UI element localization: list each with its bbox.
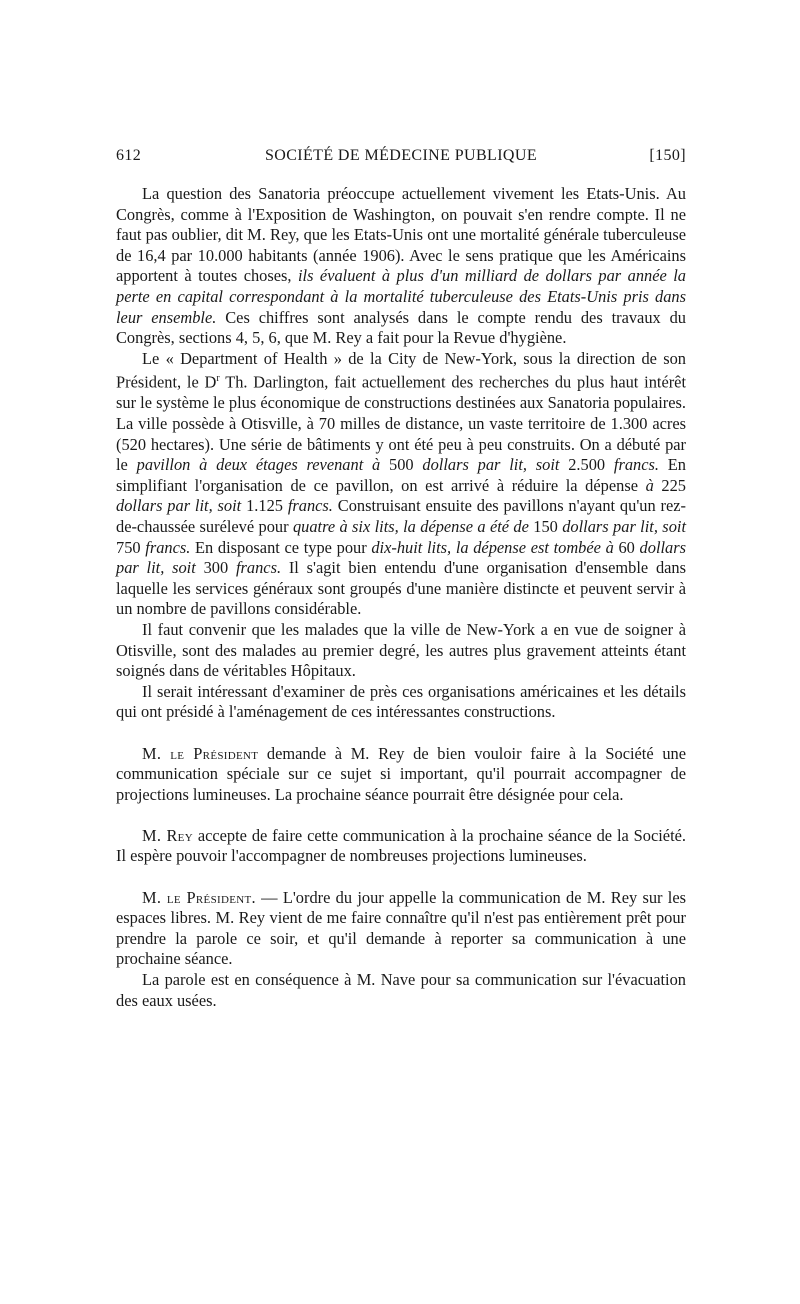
text-run: En disposant ce type pour [190, 537, 372, 557]
text-run: demande à M. Rey de bien vouloir faire à la Société une communication spéciale sur ce sujet si important, qu'il pourrait accompagner de projections lumineuses. La prochaine séance pourrait être désignée pour cela. [116, 743, 686, 804]
paragraph-rey-accepts [116, 826, 686, 867]
italic-run: francs. [235, 558, 282, 578]
italic-run: quatre à six lits, la dépense a été de [292, 516, 529, 536]
italic-run: francs. [613, 455, 659, 475]
text-run: 1.125 [241, 496, 288, 516]
italic-run: dix-huit lits, la dépense est tombée à [371, 537, 614, 557]
text-run: accepte de faire cette communication à la prochaine séance de la Société. Il espère pouvoir l'accompagner de nombreuses projections lumineuses. [116, 825, 687, 866]
running-title: SOCIÉTÉ DE MÉDECINE PUBLIQUE [264, 147, 538, 164]
text-run: Construisant ensuite des pavillons n'ayant qu'un rez-de-chaussée surélevé pour [116, 496, 686, 536]
text-run: 150 [528, 516, 563, 536]
paragraph-department-of-health [116, 349, 686, 620]
italic-run: dollars par lit, soit [116, 537, 686, 578]
speaker-name: M. Rey [142, 825, 193, 845]
paragraph-nave-communication: La parole est en conséquence à M. Nave pour sa communication sur l'évacuation des eaux usées. [116, 970, 686, 1010]
text-run: 2.500 [559, 455, 614, 475]
italic-run: pavillon à deux étages revenant à [136, 455, 381, 475]
text-run: 750 [116, 537, 146, 557]
text-run: En simplifiant l'organisation de ce pavillon, on est arrivé à réduire la dépense [116, 455, 686, 495]
text-run: Le « Department of Health » de la City de New-York, sous la direction de son Président, le D [116, 348, 686, 392]
text-run: Ces chiffres sont analysés dans le compte rendu des travaux du Congrès, sections 4, 5, 6, que M. Rey a fait pour la Revue d'hygiène. [116, 307, 686, 348]
speaker-name: M. le Président. [142, 887, 256, 907]
text-run: 60 [613, 537, 640, 557]
text-run: 500 [380, 455, 423, 475]
italic-run: dollars par lit, soit [422, 455, 560, 475]
paragraph-president-request [116, 744, 686, 806]
body-text [116, 184, 686, 1011]
text-run: 300 [195, 558, 236, 578]
paragraph-interesting-constructions: Il serait intéressant d'examiner de près ces organisations américaines et les détails qui ont présidé à l'aménagement de ces intéressantes constructions. [116, 681, 686, 722]
text-run: — L'ordre du jour appelle la communication de M. Rey sur les espaces libres. M. Rey vient de me faire connaître qu'il n'est pas entièrement prêt pour prendre la parole ce soir, et qu'il demande à reporter sa communication à une prochaine séance. [116, 887, 686, 969]
paragraph-sanatoria [116, 184, 686, 349]
speaker-name: M. le Président [142, 743, 259, 763]
italic-run: francs. [287, 496, 333, 516]
paragraph-order-of-day [116, 888, 686, 970]
text-run: Il s'agit bien entendu d'une organisation d'ensemble dans laquelle les services généraux sont groupés d'une manière distincte et peuvent servir à un nombre de pavillons considérable. [116, 558, 687, 619]
bracket-number: [150] [649, 147, 686, 164]
italic-run: dollars par lit, soit [562, 516, 686, 536]
text-run: La question des Sanatoria préoccupe actuellement vivement les Etats-Unis. Au Congrès, comme à l'Exposition de Washington, on pouvait s'en rendre compte. Il ne faut pas oublier, dit M. Rey, que les Etats-Unis ont une mortalité générale tuberculeuse de 16,4 par 10.000 habitants (année 1906). Avec le sens pratique que les Américains apportent à toutes choses, [116, 184, 686, 286]
text-run: 225 [653, 475, 686, 495]
italic-run: dollars par lit, soit [116, 496, 242, 516]
italic-run: francs. [145, 537, 191, 557]
text-run: Th. Darlington, fait actuellement des recherches du plus haut intérêt sur le système le plus économique de constructions destinées aux Sanatoria populaires. La ville possède à Otisville, à 70 milles de distance, un vaste territoire de 1.300 acres (520 hectares). Une série de bâtiments y ont été peu à peu construits. On a débuté par le [116, 372, 687, 475]
italic-run: à [645, 475, 654, 495]
superscript: r [216, 373, 220, 385]
italic-run: ils évaluent à plus d'un milliard de dollars par année la perte en capital correspondant à la mortalité tuberculeuse des Etats-Unis pris dans leur ensemble. [116, 266, 686, 327]
paragraph-otisville-patients: Il faut convenir que les malades que la ville de New-York a en vue de soigner à Otisville, sont des malades au premier degré, les autres plus gravement atteints étant soignés dans de véritables Hôpitaux. [116, 619, 686, 681]
page-number: 612 [116, 147, 142, 164]
